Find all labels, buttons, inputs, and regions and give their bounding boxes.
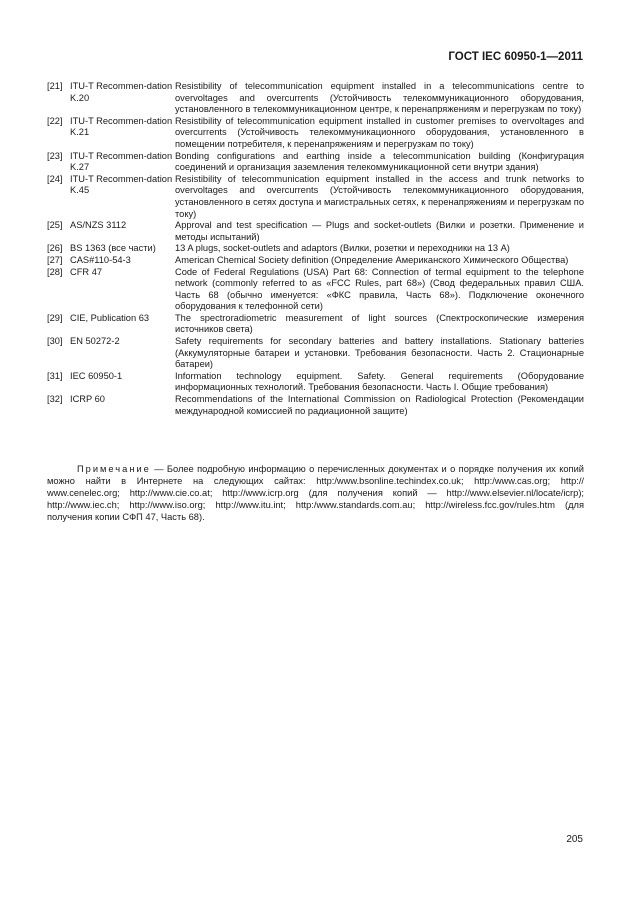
reference-number: [27] <box>47 254 63 265</box>
reference-row <box>47 81 584 116</box>
reference-description: The spectroradiometric measurement of light sources (Спектроскопические измерения источников света) <box>175 312 584 335</box>
note-paragraph <box>47 463 584 523</box>
reference-number: [22] <box>47 115 63 126</box>
reference-description: Recommendations of the International Commission on Radiological Protection (Рекомендации международной комиссией по радиационной защите) <box>175 394 584 416</box>
reference-row <box>47 220 584 243</box>
reference-row <box>47 394 584 417</box>
reference-row <box>47 116 584 151</box>
reference-row <box>47 243 584 255</box>
reference-description: Code of Federal Regulations (USA) Part 68: Connection of termal equipment to the telephone network (commonly referred to as «FCC Rules, part 68») (Свод федеральных правил США. Часть 68 (обычно именуется: «ФКС правила, Часть 68»). Подключение оконечного оборудования к телефонной сети) <box>175 266 584 312</box>
reference-number: [32] <box>47 394 63 405</box>
reference-code: AS/NZS 3112 <box>70 220 127 231</box>
references-table <box>47 81 584 417</box>
reference-number: [30] <box>47 336 63 347</box>
reference-row <box>47 255 584 267</box>
reference-row <box>47 151 584 174</box>
reference-description: Resistibility of telecommunication equipment installed in customer premises to overvoltages and overcurrents (Устойчивость телекоммуникационного оборудования, установленного в помещении потребителя, к перенапряжениям и перегрузкам по току) <box>175 115 584 149</box>
reference-code: ICRP 60 <box>70 394 105 405</box>
reference-code: BS 1363 (все части) <box>70 243 156 254</box>
reference-description: 13 A plugs, socket-outlets and adaptors (Вилки, розетки и переходники на 13 А) <box>175 243 510 254</box>
reference-code: CIE, Publication 63 <box>70 312 150 323</box>
reference-description: Information technology equipment. Safety. General requirements (Оборудование информационных технологий. Требования безопасности. Часть I. Общие требования) <box>175 370 584 393</box>
reference-code: IEC 60950-1 <box>70 370 123 381</box>
reference-description: Resistibility of telecommunication equipment installed in a telecommunications centre to overvoltages and overcurrents (Устойчивость телекоммуникационного оборудования, установленного в телекоммуникационном центре, к перенапряжениям и перегрузкам по току) <box>175 81 584 115</box>
page-number: 205 <box>566 834 583 845</box>
reference-description: Resistibility of telecommunication equipment installed in the access and trunk networks to overvoltages and overcurrents (Устойчивость телекоммуникационного оборудования, установленного в сетях доступа и магистральных сетях, к перенапряжениям и перегрузкам по току) <box>175 173 584 219</box>
reference-row <box>47 313 584 336</box>
reference-number: [26] <box>47 243 63 254</box>
reference-row <box>47 267 584 313</box>
reference-row <box>47 174 584 220</box>
note-label: Примечание <box>77 464 151 474</box>
reference-number: [21] <box>47 81 63 91</box>
reference-code: ITU-T Recommen-dation K.27 <box>70 150 173 173</box>
reference-description: Approval and test specification — Plugs and socket-outlets (Вилки и розетки. Применение и методы испытаний) <box>175 220 584 242</box>
reference-row <box>47 371 584 394</box>
reference-description: Bonding configurations and earthing inside a telecommunication building (Конфигурация соединений и организация заземления телекоммуникационной сети внутри здания) <box>175 150 584 173</box>
reference-number: [25] <box>47 220 63 231</box>
reference-code: CAS#110-54-3 <box>70 254 131 265</box>
document-header: ГОСТ IEC 60950-1—2011 <box>448 51 583 63</box>
reference-number: [31] <box>47 370 63 381</box>
reference-number: [23] <box>47 150 63 161</box>
note-text: — Более подробную информацию о перечисленных документах и о порядке получения их копий можно найти в Интернете на следующих сайтах: http:/www.bsonline.techindex.co.uk; http:/www.cas.org; http:// www.cenelec.org; http://www.cie.co.at; http://www.icrp.org (для получения копий — http://www.elsevier.nl/locate/icrp); http://www.iec.ch; http://www.iso.org; http://www.itu.int; http:/www.standards.com.au; http://wireless.fcc.gov/rules.htm (для получения копии СФП 47, Часть 68). <box>47 464 584 522</box>
reference-code: EN 50272-2 <box>70 336 120 347</box>
reference-code: ITU-T Recommen-dation K.21 <box>70 115 173 138</box>
reference-row <box>47 336 584 371</box>
reference-number: [29] <box>47 312 63 323</box>
reference-number: [28] <box>47 266 63 277</box>
reference-description: Safety requirements for secondary batteries and battery installations. Stationary batteries (Аккумуляторные батареи и установки. Требования безопасности. Часть 2. Стационарные батареи) <box>175 336 584 370</box>
reference-code: ITU-T Recommen-dation K.20 <box>70 81 173 103</box>
reference-description: American Chemical Society definition (Определение Американского Химического Общества) <box>175 254 569 265</box>
reference-code: CFR 47 <box>70 266 103 277</box>
reference-code: ITU-T Recommen-dation K.45 <box>70 173 173 196</box>
reference-number: [24] <box>47 173 63 184</box>
